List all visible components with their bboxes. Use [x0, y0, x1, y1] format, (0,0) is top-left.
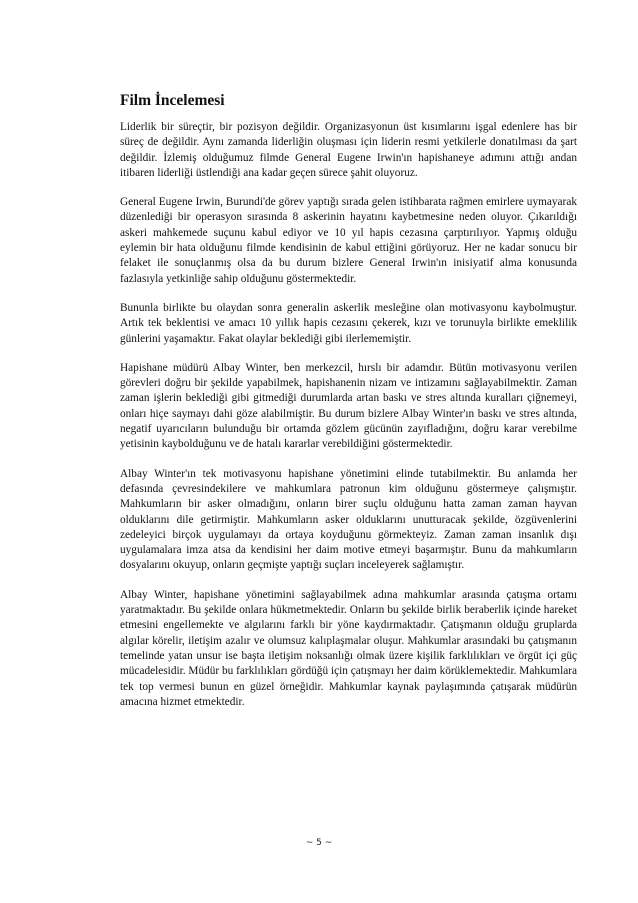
document-title: Film İncelemesi	[120, 92, 225, 109]
page-number: ~ 5 ~	[305, 838, 333, 848]
paragraph-2: General Eugene Irwin, Burundi'de görev yaptığı sırada gelen istihbarata rağmen emirlere uymayarak düzenlediği bir operasyon sırasında 8 askerinin hayatını kaybetmesine neden oluyor. Çıkarıldığı askeri mahkemede suçunu kabul ediyor ve 10 yıl hapis cezasına çarptırılıyor. Yapmış olduğu eylemin bir hata olduğunu filmde kendisinin de kabul ettiğini görüyoruz. Her ne kadar sonucu bir felaket ile sonuçlanmış olsa da bu durum bizlere General Irwin'ın inisiyatif alma konusunda fazlasıyla yetkinliğe sahip olduğunu göstermektedir.	[120, 196, 577, 285]
page-content	[120, 91, 577, 724]
paragraph-4: Hapishane müdürü Albay Winter, ben merkezcil, hırslı bir adamdır. Bütün motivasyonu verilen görevleri doğru bir şekilde yapabilmek, hapishanenin nizam ve intizamını sağlayabilmektir. Zaman zaman işlerin beklediği gibi gitmediği durumlarda artan baskı ve stres altında kuralları çiğnemeyi, onları hiçe saymayı dahi göze alabilmiştir. Bu durum bizlere Albay Winter'ın baskı ve stres altında, negatif uyarıcıların bulunduğu bir ortamda gözlem gücünün zayıfladığını, doğru karar verebilme yetisinin kaybolduğunu ve de hatalı kararlar verebildiğini göstermektedir.	[120, 361, 577, 451]
paragraph-1: Liderlik bir süreçtir, bir pozisyon değildir. Organizasyonun üst kısımlarını işgal edenlere has bir süreç de değildir. Aynı zamanda liderliğin oluşması için liderin resmi yetkilerle donatılması da şart değildir. İzlemiş olduğumuz filmde General Eugene Irwin'ın hapishaneye adımını attığı andan itibaren liderliği üstlendiği ana kadar geçen sürece şahit oluyoruz.	[120, 121, 577, 179]
paragraph-3: Bununla birlikte bu olaydan sonra generalin askerlik mesleğine olan motivasyonu kaybolmuştur. Artık tek beklentisi ve amacı 10 yıllık hapis cezasını çekerek, kızı ve torunuyla birlikte emeklilik günlerini yaşamaktır. Fakat olaylar beklediği gibi ilerlememiştir.	[120, 301, 577, 345]
paragraph-6: Albay Winter, hapishane yönetimini sağlayabilmek adına mahkumlar arasında çatışma ortamı yaratmaktadır. Bu şekilde onlara hükmetmektedir. Onların bu şekilde birlik beraberlik içinde hareket etmesini engellemekte ve algılarını farklı bir yöne kaydırmaktadır. Çatışmanın olduğu gruplarda algılar körelir, iletişim azalır ve olumsuz kalıplaşmalar oluşur. Mahkumlar arasındaki bu çatışmanın temelinde yatan unsur ise başta iletişim noksanlığı olmak üzere kişilik farklılıkları ve örgüt içi güç mücadelesidir. Müdür bu farklılıkları gördüğü için çatışmayı her daim körüklemektedir. Mahkumlara tek top vermesi bunun en güzel örneğidir. Mahkumlar kaynak paylaşımında çatışarak müdürün amacına hizmet etmektedir.	[120, 588, 577, 708]
paragraph-5: Albay Winter'ın tek motivasyonu hapishane yönetimini elinde tutabilmektir. Bu anlamda her defasında çevresindekilere ve mahkumlara patronun kim olduğunu göstermeye çalışmıştır. Mahkumların bir asker olmadığını, onların birer suçlu olduğunu hatta zaman zaman hayvan olduklarını dile getirmiştir. Mahkumların asker olduklarını unutturacak şekilde, özgüvenlerini zedeleyici birçok uygulamayı da ortaya koyduğunu görmekteyiz. Zaman zaman insanlık dışı uygulamalara imza atsa da kendisini her daim motive etmeyi başarmıştır. Bunu da mahkumların dosyalarını okuyup, onların geçmişte yaptığı suçları inceleyerek sağlamıştır.	[120, 467, 577, 572]
